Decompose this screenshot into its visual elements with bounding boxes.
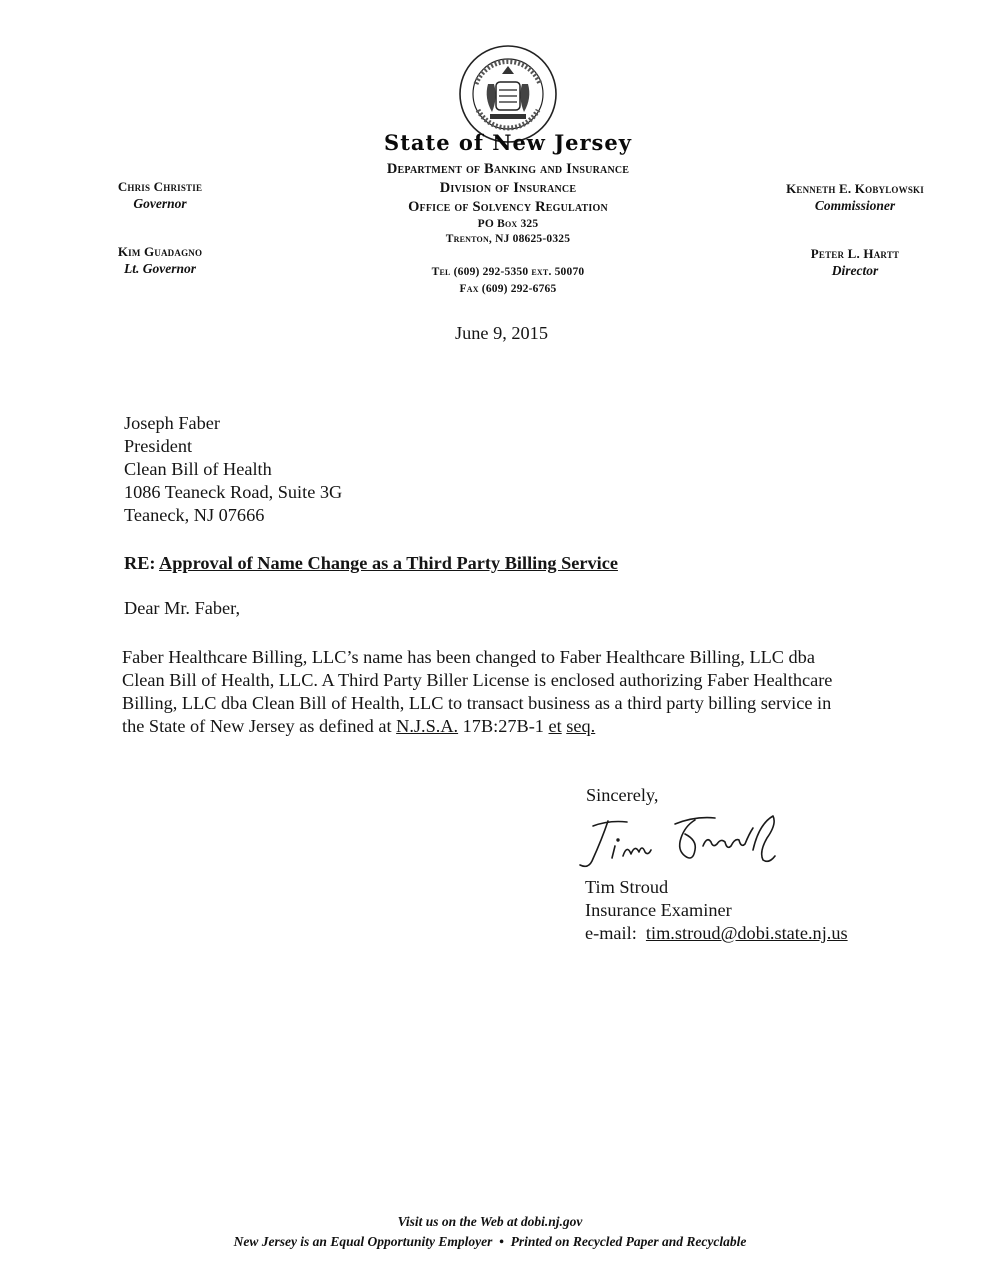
signer-email-line [585, 922, 848, 945]
director-block [760, 245, 950, 279]
city-address: Trenton, NJ 08625-0325 [445, 233, 571, 245]
statute-et: et [548, 716, 562, 736]
paragraph-text: the State of New Jersey as defined at [122, 716, 397, 736]
recipient-address [124, 412, 342, 527]
statute-seq: seq. [566, 716, 596, 736]
subject-text: Approval of Name Change as a Third Party Billing Service [159, 553, 618, 573]
body-paragraph [122, 646, 892, 738]
paragraph-line: Clean Bill of Health, LLC. A Third Party Biller License is enclosed authorizing Faber Healthcare [122, 670, 833, 690]
commissioner-title: Commissioner [814, 198, 896, 213]
lt-governor-title: Lt. Governor [124, 261, 196, 276]
signer-name: Tim Stroud [585, 877, 669, 897]
recipient-street: 1086 Teaneck Road, Suite 3G [124, 482, 343, 502]
footer-bullet: • [499, 1234, 504, 1249]
footer-recycled: Printed on Recycled Paper and Recyclable [510, 1234, 747, 1249]
letter-date: June 9, 2015 [455, 323, 548, 343]
footer-statement [0, 1232, 980, 1252]
footer [0, 1212, 980, 1252]
footer-website: Visit us on the Web at dobi.nj.gov [397, 1214, 583, 1229]
paragraph-line: Faber Healthcare Billing, LLC’s name has been changed to Faber Healthcare Billing, LLC dba [122, 647, 815, 667]
director-title: Director [831, 263, 879, 278]
division-name: Division of Insurance [439, 180, 577, 196]
recipient-city: Teaneck, NJ 07666 [124, 505, 265, 525]
state-seal-icon [458, 44, 558, 144]
recipient-company: Clean Bill of Health [124, 459, 272, 479]
recipient-title: President [124, 436, 193, 456]
email-link[interactable]: tim.stroud@dobi.state.nj.us [645, 923, 848, 943]
telephone: Tel (609) 292-5350 ext. 50070 [431, 266, 585, 278]
paragraph-line: Billing, LLC dba Clean Bill of Health, LLC to transact business as a third party billing service in [122, 693, 832, 713]
lt-governor-block [65, 243, 255, 277]
state-title: State of New Jersey [384, 130, 632, 155]
commissioner-name: Kenneth E. Kobylowski [786, 181, 924, 196]
email-label: e-mail: [585, 923, 637, 943]
subject-label: RE: [124, 553, 156, 573]
office-name: Office of Solvency Regulation [408, 199, 608, 215]
statute-reference: N.J.S.A. [396, 716, 459, 736]
statute-number: 17B:27B-1 [458, 716, 549, 736]
signer-block [585, 876, 848, 945]
department-name: Department of Banking and Insurance [386, 161, 630, 177]
governor-name: Chris Christie [117, 179, 203, 194]
contact-numbers [300, 264, 716, 298]
department-block [300, 160, 716, 247]
lt-governor-name: Kim Guadagno [117, 244, 203, 259]
paragraph-line [122, 715, 892, 738]
commissioner-block [760, 180, 950, 214]
governor-title: Governor [133, 196, 187, 211]
subject-line [124, 552, 618, 575]
footer-equal-opportunity: New Jersey is an Equal Opportunity Employer [233, 1234, 493, 1249]
governor-block [65, 178, 255, 212]
fax: Fax (609) 292-6765 [459, 283, 557, 295]
closing: Sincerely, [586, 785, 659, 805]
recipient-name: Joseph Faber [124, 413, 220, 433]
salutation: Dear Mr. Faber, [124, 598, 241, 618]
handwritten-signature [575, 812, 795, 874]
director-name: Peter L. Hartt [810, 246, 900, 261]
po-box: PO Box 325 [477, 218, 539, 230]
signer-title: Insurance Examiner [585, 900, 732, 920]
